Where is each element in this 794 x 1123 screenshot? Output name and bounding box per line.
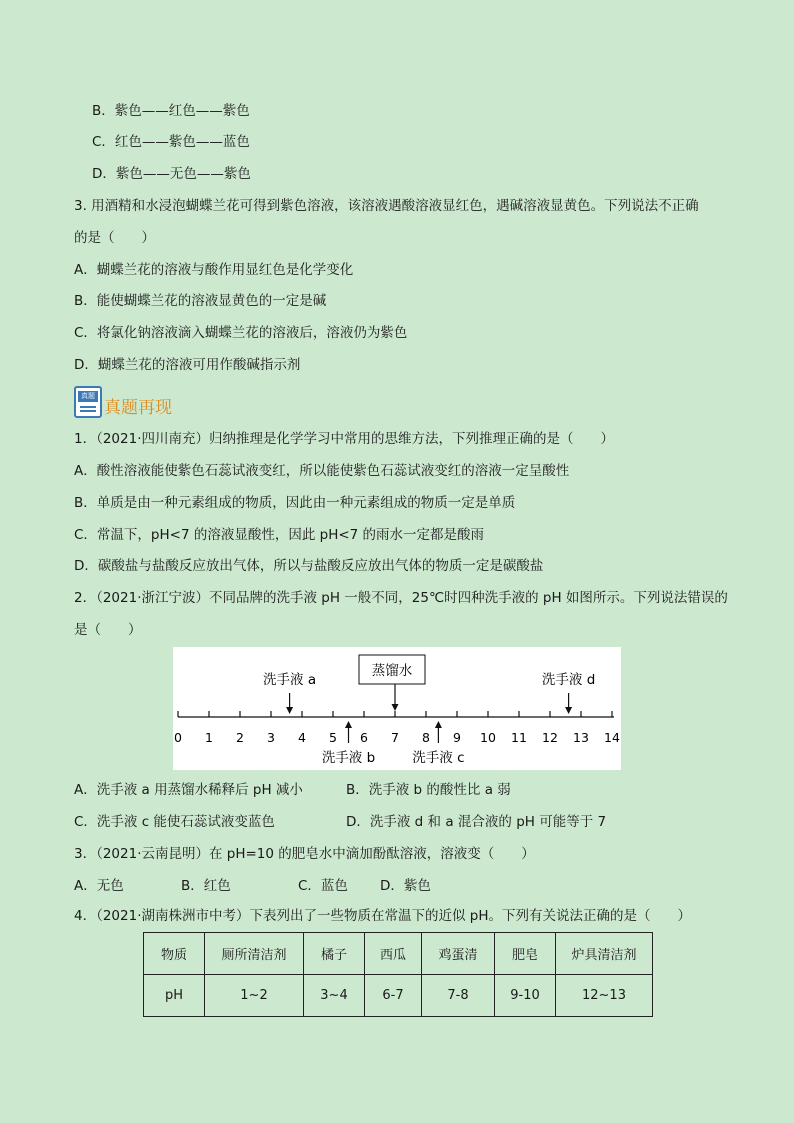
r3-option-a: A．无色 (74, 878, 124, 894)
r2-option-c: C．洗手液 c 能使石蕊试液变蓝色 (74, 814, 275, 830)
prev-option-b: B．紫色——红色——紫色 (92, 103, 250, 119)
exam-paper-icon-text: 真题 (78, 391, 98, 402)
ph-tick-label: 12 (542, 730, 558, 745)
ph-table (143, 932, 653, 1017)
r3-option-b: B．红色 (181, 878, 231, 894)
q3-option-b: B．能使蝴蝶兰花的溶液显黄色的一定是碱 (74, 293, 327, 309)
table-cell: 物质 (144, 933, 205, 975)
ph-tick-label: 8 (422, 730, 430, 745)
ph-scale-svg (173, 647, 621, 770)
prev-option-c: C．红色——紫色——蓝色 (92, 134, 250, 150)
r1-option-d: D．碳酸盐与盐酸反应放出气体，所以与盐酸反应放出气体的物质一定是碳酸盐 (74, 558, 544, 574)
r2-option-d: D．洗手液 d 和 a 混合液的 pH 可能等于 7 (346, 814, 607, 830)
ph-tick-label: 4 (298, 730, 306, 745)
prev-option-d: D．紫色——无色——紫色 (92, 166, 251, 182)
table-cell: 橘子 (304, 933, 365, 975)
ph-tick-label: 9 (453, 730, 461, 745)
table-cell: 3~4 (304, 975, 365, 1017)
ph-tick-label: 6 (360, 730, 368, 745)
ph-tick-label: 14 (604, 730, 620, 745)
ph-tick-label: 5 (329, 730, 337, 745)
table-cell: 7-8 (422, 975, 495, 1017)
ph-scale-figure (173, 647, 621, 770)
hand-wash-marker-arrow-head (435, 721, 442, 728)
ph-tick-label: 2 (236, 730, 244, 745)
section-header (74, 384, 172, 418)
q3-option-a: A．蝴蝶兰花的溶液与酸作用显红色是化学变化 (74, 262, 354, 278)
r3-option-c: C．蓝色 (298, 878, 348, 894)
hand-wash-marker-arrow-head (345, 721, 352, 728)
ph-tick-label: 7 (391, 730, 399, 745)
ph-tick-label: 1 (205, 730, 213, 745)
table-row (144, 933, 653, 975)
r2-option-a: A．洗手液 a 用蒸馏水稀释后 pH 减小 (74, 782, 303, 798)
hand-wash-marker-label: 洗手液 d (541, 672, 596, 688)
r2-stem-line1: 2．（2021·浙江宁波）不同品牌的洗手液 pH 一般不同，25℃时四种洗手液的 pH 如图所示。下列说法错误的 (74, 590, 728, 606)
r1-option-c: C．常温下，pH<7 的溶液显酸性，因此 pH<7 的雨水一定都是酸雨 (74, 527, 485, 543)
table-cell: 炉具清洁剂 (556, 933, 653, 975)
ph-tick-label: 0 (174, 730, 182, 745)
q3-stem-line2: 的是（ ） (74, 230, 155, 246)
distilled-water-label: 蒸馏水 (371, 663, 413, 679)
table-cell: 鸡蛋清 (422, 933, 495, 975)
table-cell: 6-7 (365, 975, 422, 1017)
r4-stem: 4．（2021·湖南株洲市中考）下表列出了一些物质在常温下的近似 pH。下列有关说法正确的是（ ） (74, 908, 691, 924)
exam-paper-icon (74, 386, 102, 418)
table-cell: 西瓜 (365, 933, 422, 975)
table-cell: 9-10 (495, 975, 556, 1017)
r3-option-d: D．紫色 (380, 878, 431, 894)
table-cell: 12~13 (556, 975, 653, 1017)
hand-wash-marker-arrow-head (565, 707, 572, 714)
ph-tick-label: 10 (480, 730, 496, 745)
table-cell: 肥皂 (495, 933, 556, 975)
distilled-water-arrow-head (392, 704, 399, 711)
q3-option-c: C．将氯化钠溶液滴入蝴蝶兰花的溶液后，溶液仍为紫色 (74, 325, 408, 341)
icon-line (80, 406, 96, 408)
table-cell: 厕所清洁剂 (205, 933, 304, 975)
r2-option-b: B．洗手液 b 的酸性比 a 弱 (346, 782, 511, 798)
table-row (144, 975, 653, 1017)
ph-tick-label: 11 (511, 730, 527, 745)
hand-wash-marker-label: 洗手液 b (321, 750, 376, 766)
table-cell: 1~2 (205, 975, 304, 1017)
q3-stem-line1: 3. 用酒精和水浸泡蝴蝶兰花可得到紫色溶液，该溶液遇酸溶液显红色，遇碱溶液显黄色。下列说法不正确 (74, 198, 699, 214)
table-cell: pH (144, 975, 205, 1017)
section-title: 真题再现 (104, 398, 172, 418)
r2-stem-line2: 是（ ） (74, 622, 142, 638)
r1-option-a: A．酸性溶液能使紫色石蕊试液变红，所以能使紫色石蕊试液变红的溶液一定呈酸性 (74, 463, 570, 479)
q3-option-d: D．蝴蝶兰花的溶液可用作酸碱指示剂 (74, 357, 301, 373)
ph-tick-label: 13 (573, 730, 589, 745)
hand-wash-marker-arrow-head (286, 707, 293, 714)
ph-tick-label: 3 (267, 730, 275, 745)
r3-stem: 3．（2021·云南昆明）在 pH=10 的肥皂水中滴加酚酞溶液，溶液变（ ） (74, 846, 535, 862)
hand-wash-marker-label: 洗手液 c (412, 750, 465, 766)
r1-option-b: B．单质是由一种元素组成的物质，因此由一种元素组成的物质一定是单质 (74, 495, 516, 511)
icon-line (80, 410, 96, 412)
hand-wash-marker-label: 洗手液 a (263, 672, 317, 688)
r1-stem: 1．（2021·四川南充）归纳推理是化学学习中常用的思维方法，下列推理正确的是（ ） (74, 431, 614, 447)
